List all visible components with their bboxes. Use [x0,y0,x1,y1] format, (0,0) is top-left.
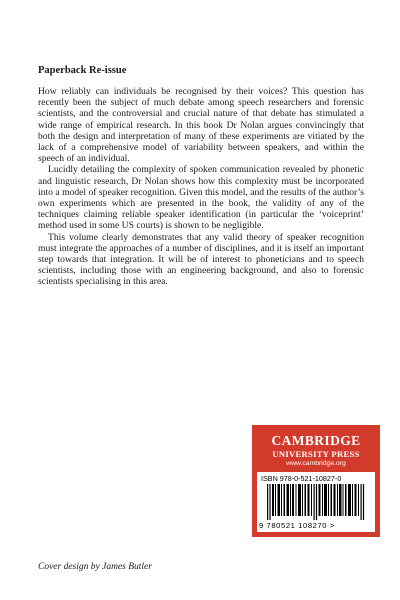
cover-design-credit: Cover design by James Butler [38,562,152,572]
blurb-paragraph-2: Lucidly detailing the complexity of spoken communication revealed by phonetic and linguistic research, Dr Nolan shows how this complexity must be incorporated into a model of speaker recognition. Given this model, and the results of the author’s own experiments which are presented in the book, the validity of any of the techniques claiming reliable speaker identification (in particular the ‘voiceprint’ method used in some US courts) is shown to be negligible. [38,164,364,232]
blurb-paragraph-3: This volume clearly demonstrates that any valid theory of speaker recognition must integrate the approaches of a number of disciplines, and it is itself an important step towards that integration. It will be of interest to phoneticians and to speech scientists, including those with an engineering background, and also to forensic scientists specialising in this area. [38,231,364,288]
isbn-label: ISBN 978-0-521-10827-0 [261,474,342,483]
publisher-url: www.cambridge.org [286,460,346,467]
blurb-paragraph-1: How reliably can individuals be recognised by their voices? This question has recently been the subject of much debate among speech researchers and forensic scientists, and the controversial and crucial nature of that debate has stimulated a wide range of empirical research. In this book Dr Nolan argues convincingly that both the design and interpretation of many of these experiments are vitiated by the lack of a comprehensive model of variability between speakers, and within the speech of an individual. [38,86,364,165]
barcode-digits: 9 780521 108270 > [259,521,335,530]
barcode-panel [257,472,375,532]
publisher-logo-block [252,425,380,537]
publisher-name: CAMBRIDGE [271,433,361,448]
blurb-text [38,86,364,288]
barcode-icon [267,484,367,520]
reissue-heading: Paperback Re-issue [38,65,127,76]
publisher-subtitle: UNIVERSITY PRESS [272,449,360,459]
